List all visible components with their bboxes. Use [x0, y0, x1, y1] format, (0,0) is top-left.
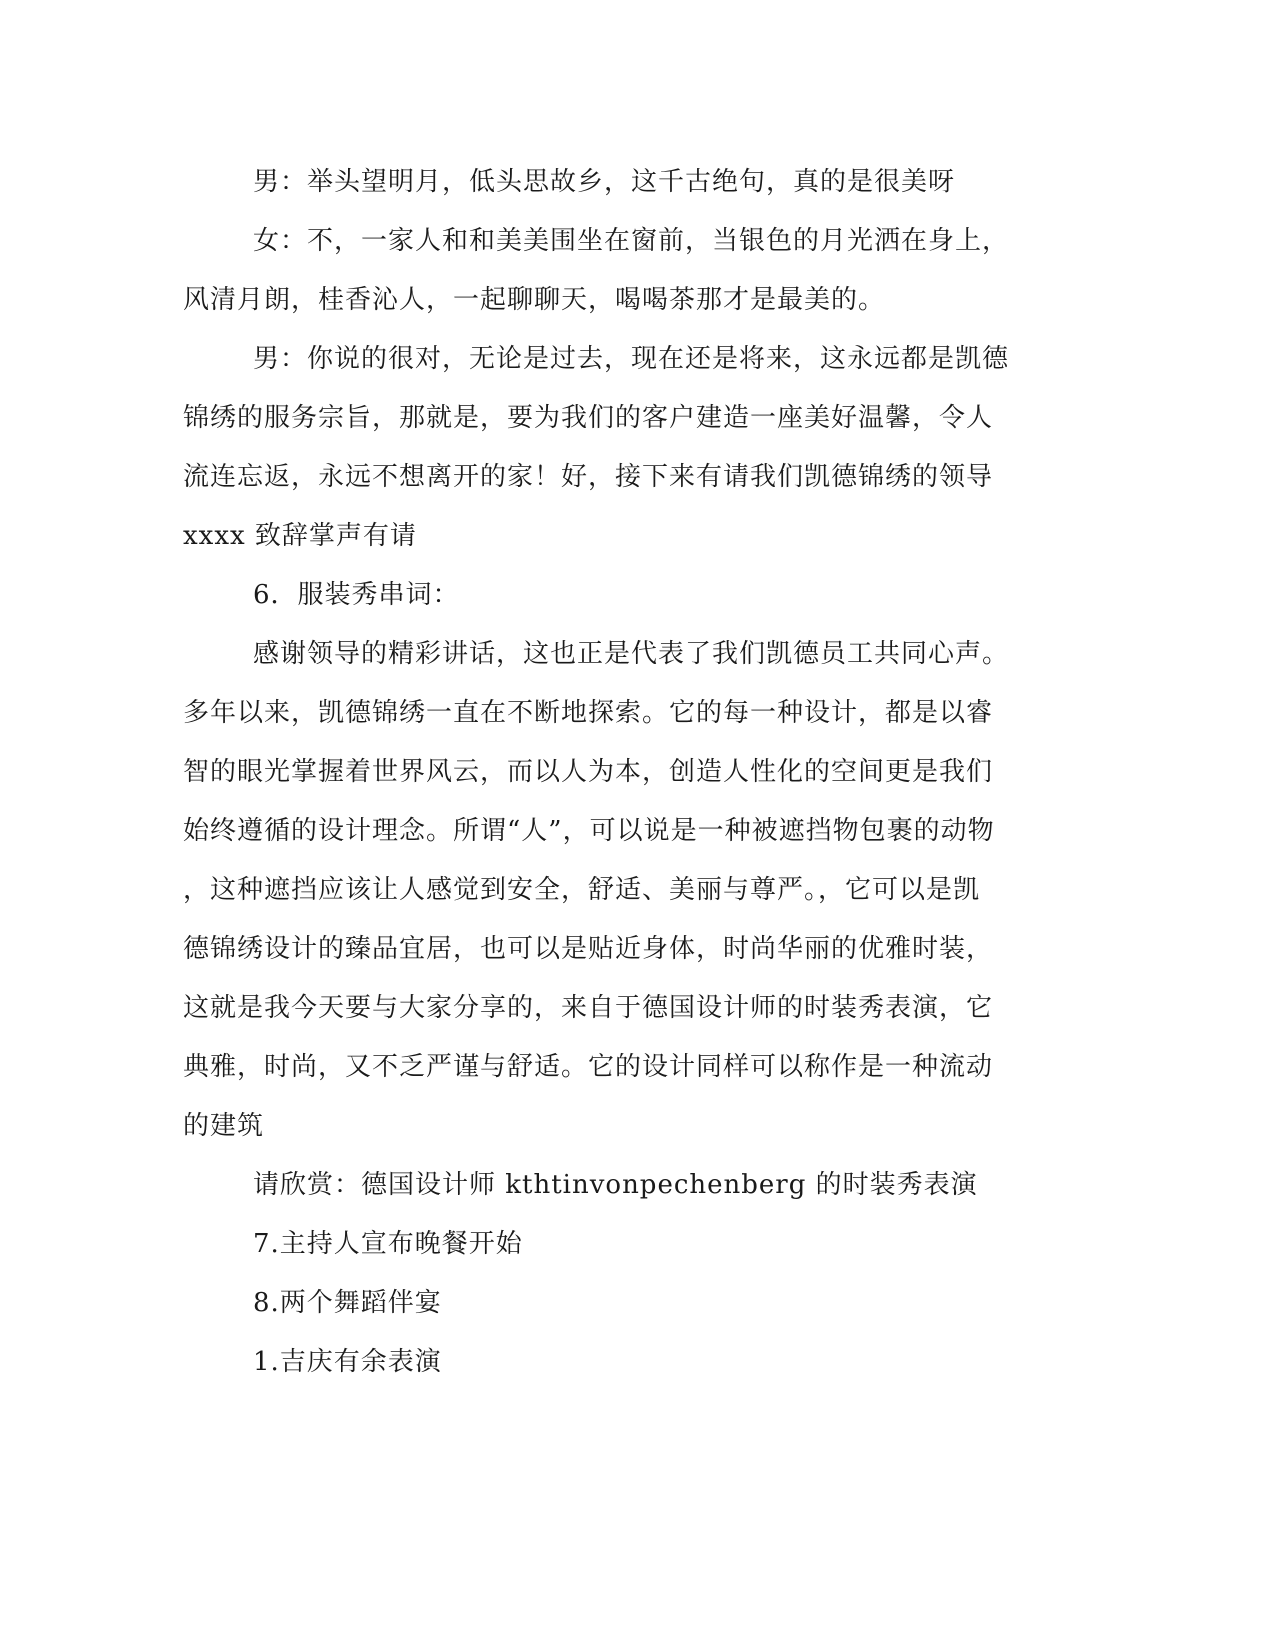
text-line: 典雅，时尚，又不乏严谨与舒适。它的设计同样可以称作是一种流动 [183, 1052, 994, 1082]
text-line: 多年以来，凯德锦绣一直在不断地探索。它的每一种设计，都是以睿 [183, 698, 994, 728]
text-line: 风清月朗，桂香沁人，一起聊聊天，喝喝茶那才是最美的。 [183, 285, 886, 315]
text-line: xxxx 致辞掌声有请 [183, 521, 417, 551]
text-line: 流连忘返，永远不想离开的家！好，接下来有请我们凯德锦绣的领导 [183, 462, 994, 492]
text-line: 男：举头望明月，低头思故乡，这千古绝句，真的是很美呀 [253, 167, 956, 197]
text-line: 6．服装秀串词： [253, 580, 460, 610]
text-line: 8.两个舞蹈伴宴 [253, 1288, 442, 1318]
text-line: 锦绣的服务宗旨，那就是，要为我们的客户建造一座美好温馨，令人 [183, 403, 994, 433]
text-line: 男：你说的很对，无论是过去，现在还是将来，这永远都是凯德 [253, 344, 1010, 374]
document-body [183, 153, 1033, 1392]
text-line: 1.吉庆有余表演 [253, 1347, 442, 1377]
text-line: ，这种遮挡应该让人感觉到安全，舒适、美丽与尊严。，它可以是凯 [183, 875, 981, 905]
text-line: 德锦绣设计的臻品宜居，也可以是贴近身体，时尚华丽的优雅时装， [183, 934, 994, 964]
text-line: 始终遵循的设计理念。所谓“人”，可以说是一种被遮挡物包裹的动物 [183, 816, 995, 846]
text-line: 女：不，一家人和和美美围坐在窗前，当银色的月光洒在身上， [253, 226, 1010, 256]
text-line: 请欣赏：德国设计师 kthtinvonpechenberg 的时装秀表演 [253, 1170, 978, 1200]
text-line: 感谢领导的精彩讲话，这也正是代表了我们凯德员工共同心声。 [253, 639, 1010, 669]
text-line: 这就是我今天要与大家分享的，来自于德国设计师的时装秀表演，它 [183, 993, 994, 1023]
text-line: 7.主持人宣布晚餐开始 [253, 1229, 523, 1259]
text-line: 的建筑 [183, 1111, 265, 1141]
text-line: 智的眼光掌握着世界风云，而以人为本，创造人性化的空间更是我们 [183, 757, 994, 787]
